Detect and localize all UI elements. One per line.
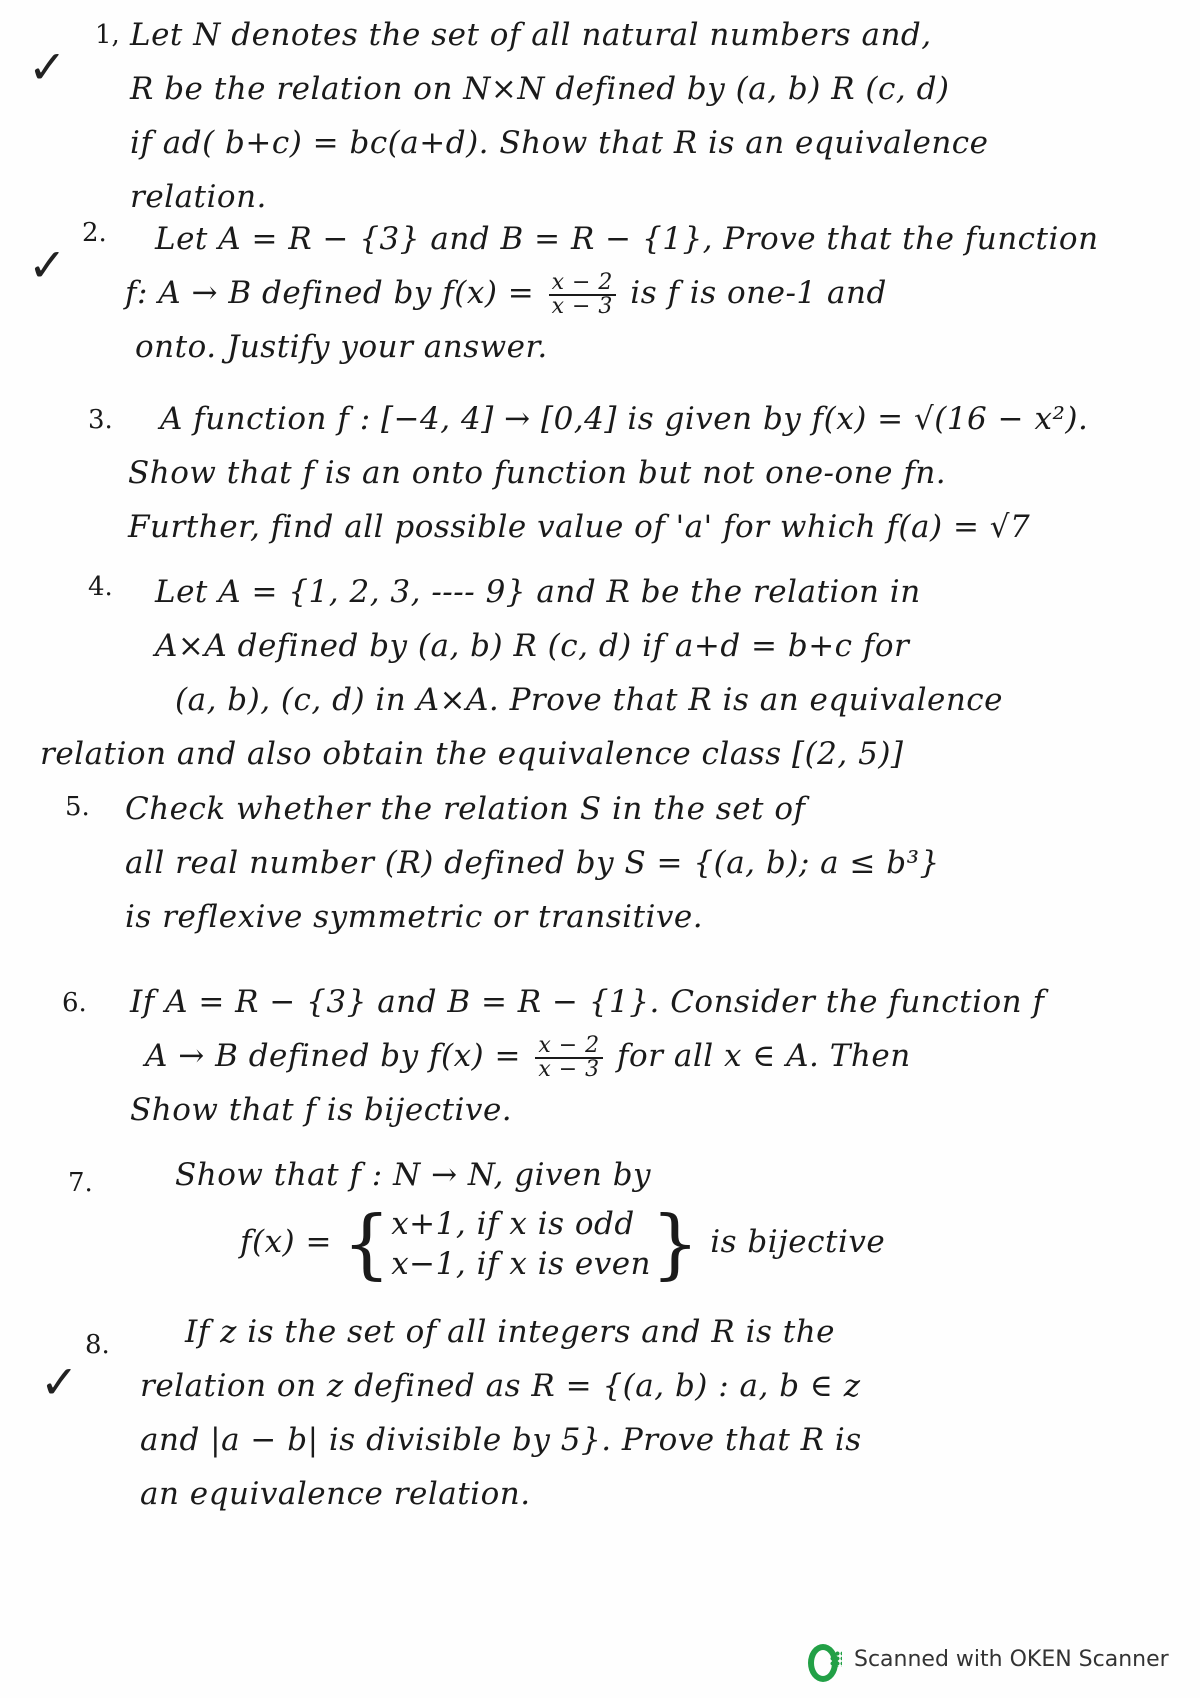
question-line: If A = R − {3} and B = R − {1}. Consider the function f (130, 984, 1045, 1020)
question-line: is reflexive symmetric or transitive. (125, 899, 704, 935)
question-number: 2. (82, 218, 107, 248)
question-line: A×A defined by (a, b) R (c, d) if a+d = b+c for (155, 628, 910, 664)
fraction: $\frac{x - 2}{x - 3}$ (535, 1035, 602, 1081)
question-6 (130, 975, 1044, 1137)
question-line: if ad( b+c) = bc(a+d). Show that R is an equivalence (130, 125, 989, 161)
question-number: 5. (65, 792, 90, 822)
question-line: Let N denotes the set of all natural numbers and, (130, 17, 932, 53)
check-mark-icon: ✓ (28, 238, 67, 292)
check-mark-icon: ✓ (40, 1355, 79, 1409)
question-number: 3. (88, 405, 113, 435)
question-line: f: A → B defined by f(x) = $\frac{x - 2}{x - 3}$ is f is one-1 and (125, 269, 887, 319)
question-line: A → B defined by f(x) = $\frac{x - 2}{x - 3}$ for all x ∈ A. Then (145, 1032, 911, 1082)
question-line: Check whether the relation S in the set of (125, 791, 806, 827)
question-line: Further, find all possible value of 'a' for which f(a) = √7 (128, 509, 1031, 545)
question-line: f(x) = { x+1, if x is odd x−1, if x is even } is bijective (240, 1198, 886, 1288)
question-line: relation and also obtain the equivalence class [(2, 5)] (40, 736, 904, 772)
question-4 (40, 565, 1004, 781)
question-number: 7. (68, 1168, 93, 1198)
question-line: Let A = {1, 2, 3, ---- 9} and R be the relation in (155, 574, 921, 610)
fraction: $\frac{x - 2}{x - 3}$ (549, 272, 616, 318)
question-7 (175, 1148, 886, 1288)
question-line: Show that f : N → N, given by (175, 1157, 652, 1193)
question-2 (125, 212, 1099, 374)
question-line: (a, b), (c, d) in A×A. Prove that R is an equivalence (175, 682, 1004, 718)
question-line: A function f : [−4, 4] → [0,4] is given by f(x) = √(16 − x²). (160, 401, 1089, 437)
question-number: 8. (85, 1330, 110, 1360)
question-line: and |a − b| is divisible by 5}. Prove that R is (140, 1422, 862, 1458)
question-line: an equivalence relation. (140, 1476, 531, 1512)
question-line: R be the relation on N×N defined by (a, b) R (c, d) (130, 71, 950, 107)
question-8 (140, 1305, 862, 1521)
question-line: Let A = R − {3} and B = R − {1}, Prove that the function (155, 221, 1099, 257)
question-line: relation on z defined as R = {(a, b) : a, b ∈ z (140, 1368, 861, 1404)
question-number: 6. (62, 988, 87, 1018)
piecewise-cases: x+1, if x is odd x−1, if x is even (391, 1205, 652, 1282)
check-mark-icon: ✓ (28, 40, 67, 94)
question-number: 4. (88, 572, 113, 602)
left-brace: { (342, 1198, 392, 1288)
question-line: relation. (130, 179, 267, 215)
question-line: Show that f is an onto function but not one-one fn. (128, 455, 947, 491)
oken-scanner-logo-icon (808, 1642, 842, 1676)
question-3 (128, 392, 1089, 554)
question-line: If z is the set of all integers and R is the (185, 1314, 836, 1350)
question-number: 1, (95, 20, 120, 50)
question-line: Show that f is bijective. (130, 1092, 513, 1128)
question-line: onto. Justify your answer. (135, 329, 548, 365)
question-line: all real number (R) defined by S = {(a, b); a ≤ b³} (125, 845, 940, 881)
question-1 (130, 8, 989, 224)
right-brace: } (651, 1198, 700, 1288)
question-5 (125, 782, 940, 944)
scanner-text: Scanned with OKEN Scanner (854, 1646, 1169, 1672)
scanner-watermark (808, 1642, 1169, 1676)
